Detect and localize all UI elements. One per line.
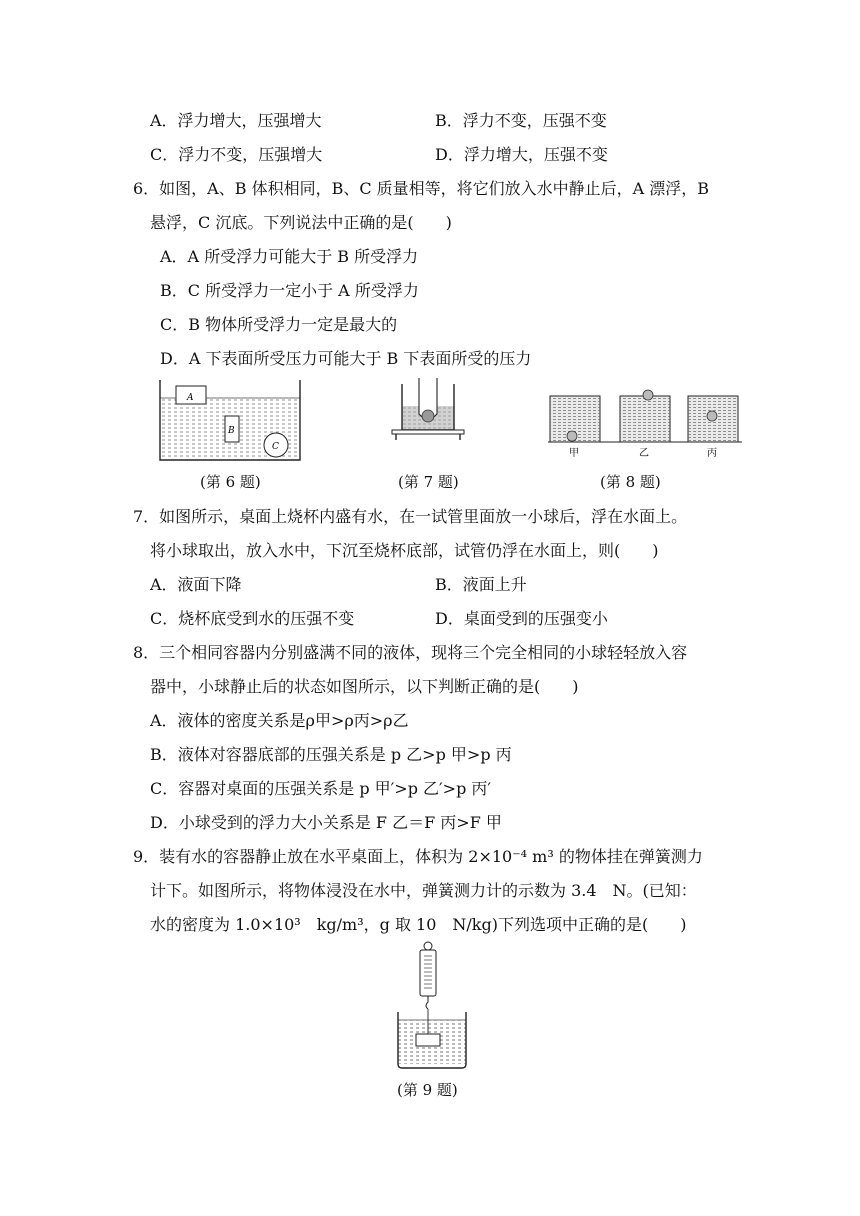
table (392, 430, 464, 434)
q9-stem-line2: 计下。如图所示，将物体浸没在水中，弹簧测力计的示数为 3.4 N。(已知： (150, 881, 697, 900)
figure-7 (388, 378, 468, 440)
ball-c-label: C (272, 442, 279, 452)
label-bing: 丙 (707, 448, 717, 459)
block-b-label: B (228, 426, 235, 436)
figure-8 (548, 388, 742, 460)
q9-stem-line3: 水的密度为 1.0×10³ kg/m³，g 取 10 N/kg)下列选项中正确的是( ) (150, 915, 687, 934)
label-jia: 甲 (569, 448, 579, 459)
q5-option-d: D．浮力增大，压强不变 (435, 145, 608, 164)
block-a-label: A (187, 393, 194, 403)
object (416, 1034, 440, 1046)
container-bing (688, 396, 738, 442)
q6-stem-line2: 悬浮，C 沉底。下列说法中正确的是( ) (150, 213, 452, 232)
q7-option-b: B．液面上升 (435, 575, 527, 594)
caption-fig9: (第 9 题) (397, 1081, 458, 1099)
q8-stem-line2: 器中，小球静止后的状态如图所示，以下判断正确的是( ) (150, 677, 579, 696)
q6-option-d: D．A 下表面所受压力可能大于 B 下表面所受的压力 (160, 349, 532, 368)
q7-option-d: D．桌面受到的压强变小 (435, 609, 608, 628)
q5-option-c: C．浮力不变，压强增大 (150, 145, 323, 164)
q7-stem-line2: 将小球取出，放入水中，下沉至烧杯底部，试管仍浮在水面上，则( ) (150, 541, 659, 560)
q7-option-c: C．烧杯底受到水的压强不变 (150, 609, 355, 628)
caption-fig6: (第 6 题) (200, 473, 261, 491)
q5-option-b: B．浮力不变，压强不变 (435, 111, 607, 130)
q6-option-b: B．C 所受浮力一定小于 A 所受浮力 (160, 281, 419, 300)
q9-stem-line1: 9．装有水的容器静止放在水平桌面上，体积为 2×10⁻⁴ m³ 的物体挂在弹簧测力 (133, 847, 703, 866)
q6-option-c: C．B 物体所受浮力一定是最大的 (160, 315, 398, 334)
container-yi (620, 390, 670, 442)
q7-option-a: A．液面下降 (150, 575, 242, 594)
q8-option-c: C．容器对桌面的压强关系是 p 甲′>p 乙′>p 丙′ (150, 779, 492, 798)
scale-ring (424, 942, 432, 950)
spring-scale (420, 950, 436, 996)
q8-option-b: B．液体对容器底部的压强关系是 p 乙>p 甲>p 丙 (150, 745, 512, 764)
figure-6 (150, 378, 310, 466)
q5-option-a: A．浮力增大，压强增大 (150, 111, 322, 130)
q8-option-d: D．小球受到的浮力大小关系是 F 乙＝F 丙>F 甲 (150, 813, 502, 832)
q8-stem-line1: 8．三个相同容器内分别盛满不同的液体，现将三个完全相同的小球轻轻放入容 (133, 643, 688, 662)
small-ball (422, 410, 434, 422)
q8-option-a: A．液体的密度关系是ρ甲>ρ丙>ρ乙 (150, 711, 409, 730)
label-yi: 乙 (639, 448, 649, 459)
caption-fig8: (第 8 题) (600, 473, 661, 491)
q6-stem-line1: 6．如图，A、B 体积相同，B、C 质量相等，将它们放入水中静止后，A 漂浮，B (133, 179, 710, 198)
container-jia (550, 396, 600, 442)
q6-option-a: A．A 所受浮力可能大于 B 所受浮力 (160, 247, 419, 266)
q7-stem-line1: 7．如图所示，桌面上烧杯内盛有水，在一试管里面放一小球后，浮在水面上。 (133, 507, 688, 526)
caption-fig7: (第 7 题) (398, 473, 459, 491)
figure-9 (380, 938, 480, 1070)
